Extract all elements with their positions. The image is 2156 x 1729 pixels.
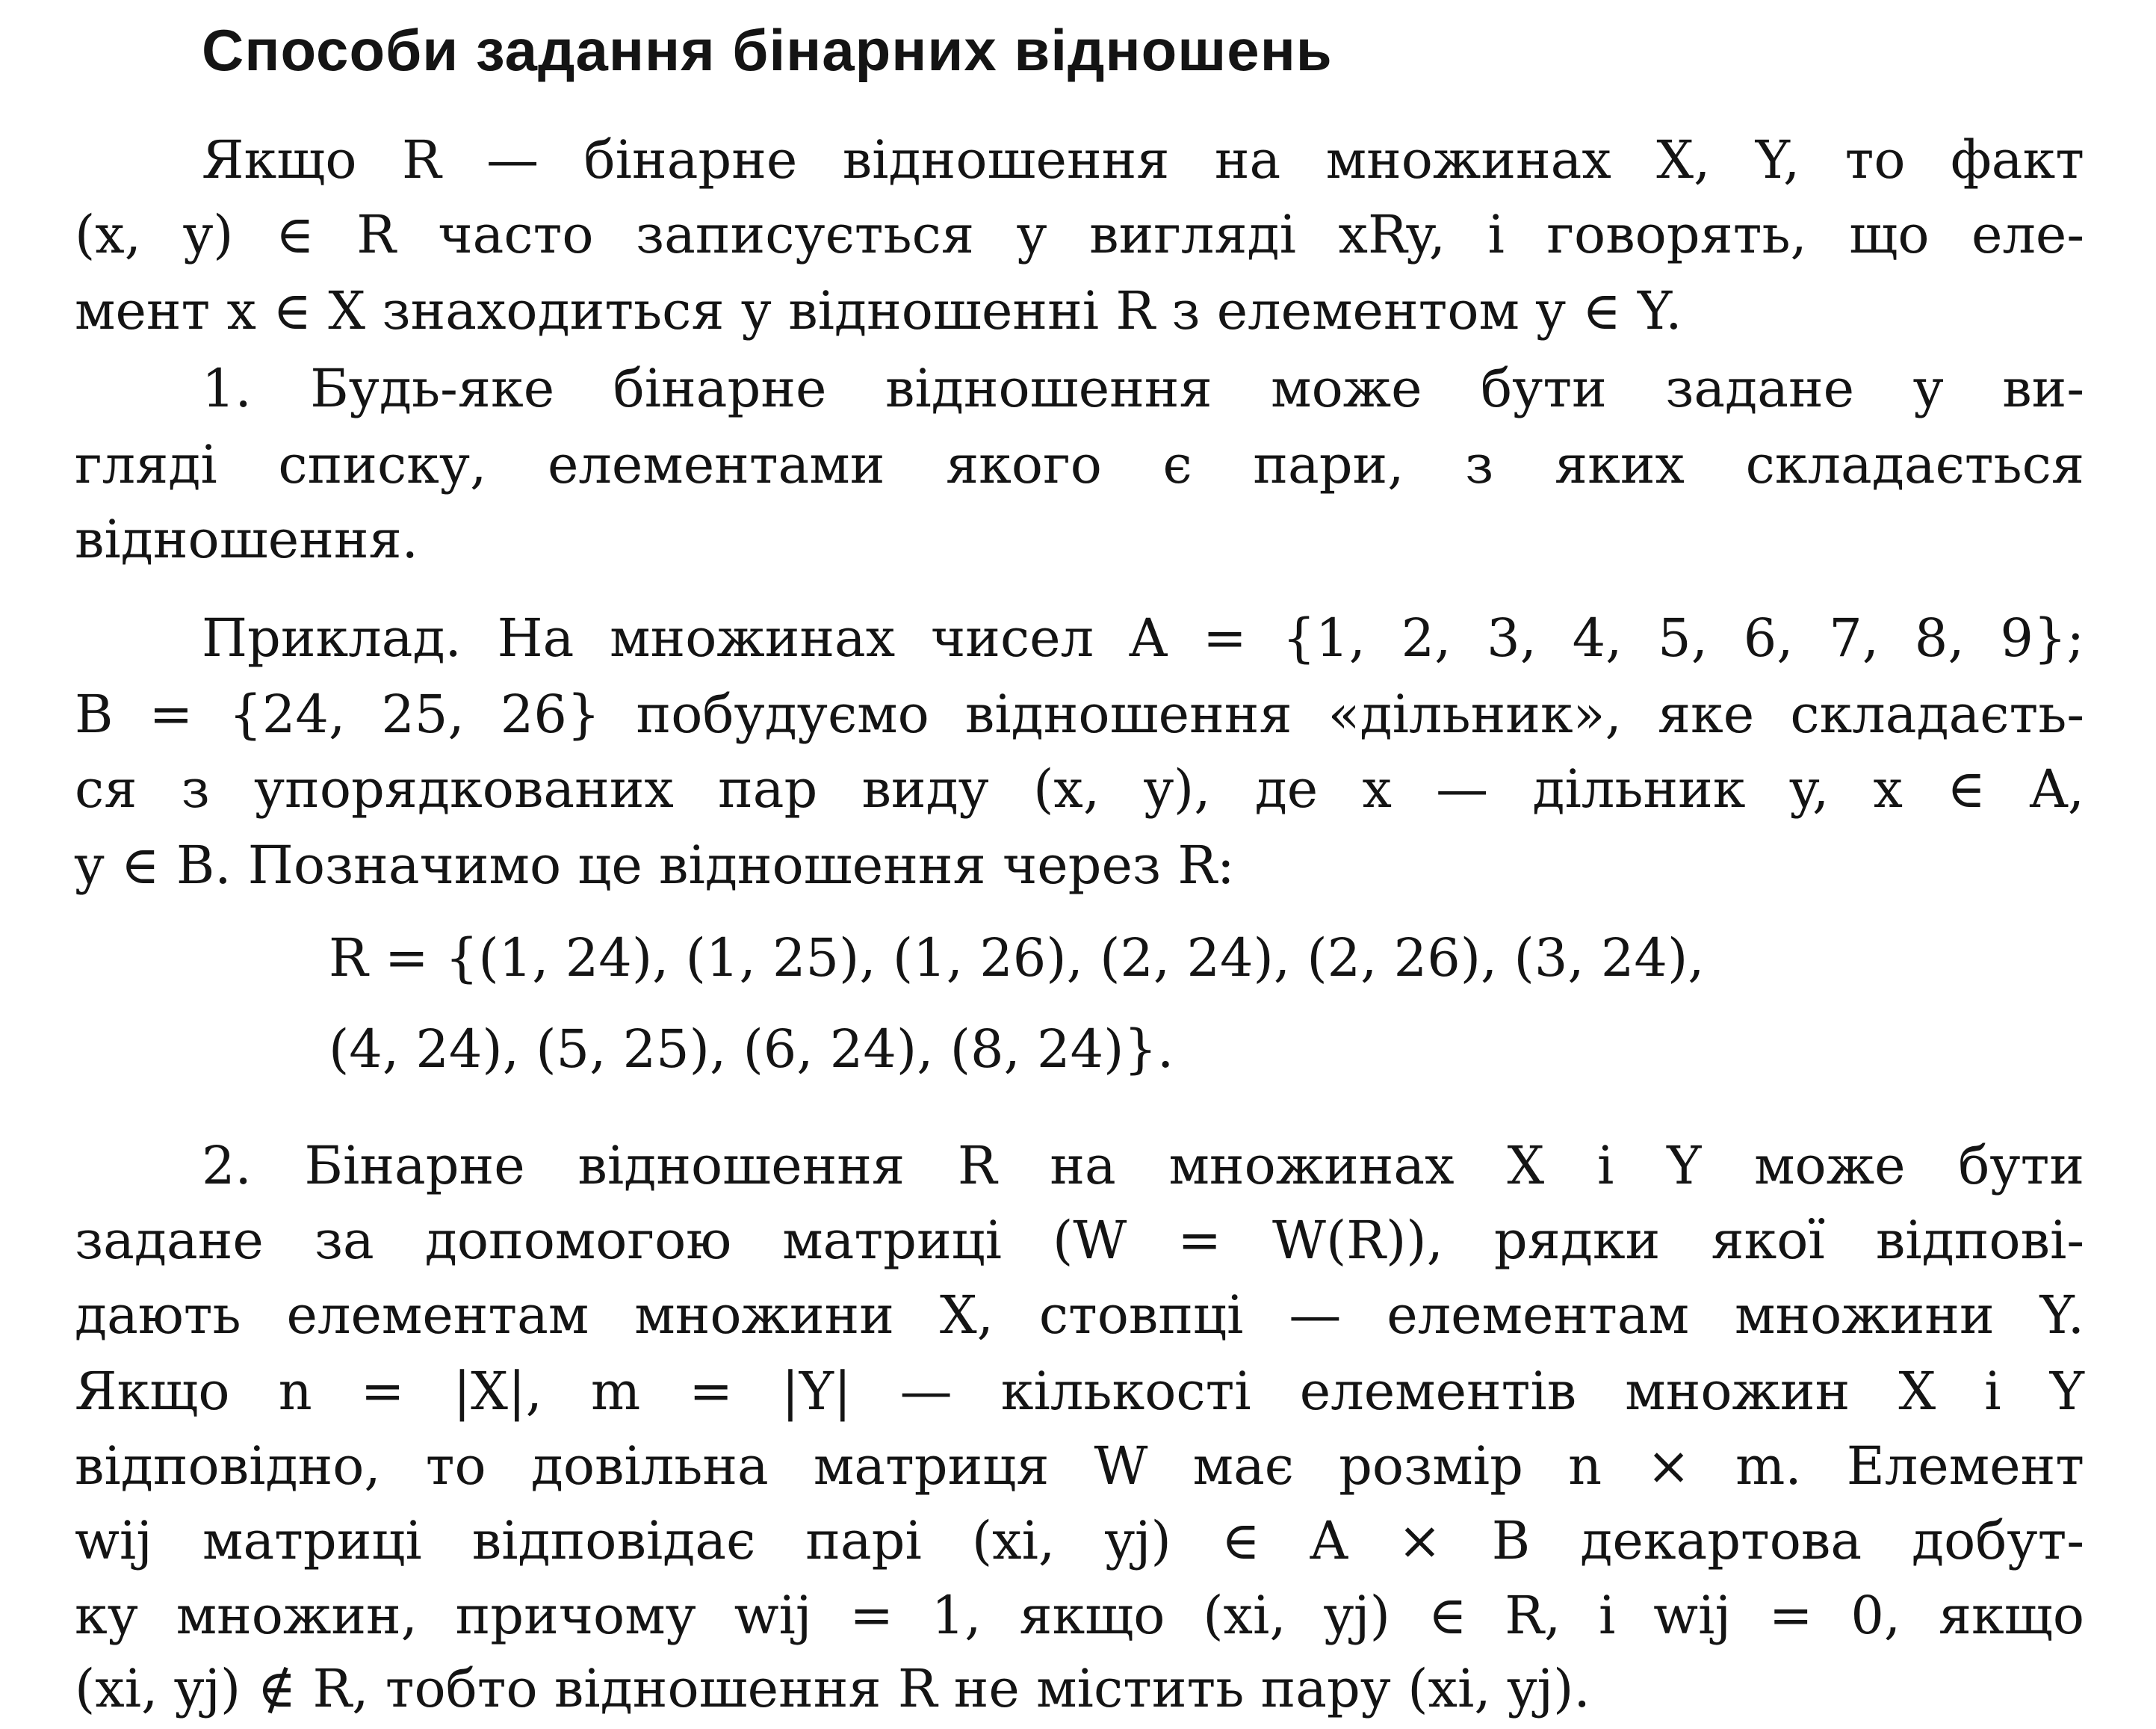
- text-line: wij матриці відповідає парі (xi, yj) ∈ A × B декартова добут-: [75, 1510, 2084, 1571]
- text-line: ку множин, причому wij = 1, якщо (xi, yj) ∈ R, і wij = 0, якщо: [75, 1585, 2084, 1646]
- formula-line: (4, 24), (5, 25), (6, 24), (8, 24)}.: [329, 1018, 1174, 1080]
- text-line: 1. Будь-яке бінарне відношення може бути задане у ви-: [202, 358, 2084, 419]
- text-line: (xi, yj) ∉ R, тобто відношення R не містить пару (xi, yj).: [75, 1658, 1590, 1719]
- text-line: гляді списку, елементами якого є пари, з яких складається: [75, 434, 2084, 495]
- text-line: відповідно, то довільна матриця W має розмір n × m. Елемент: [75, 1435, 2084, 1497]
- text-line: Якщо R — бінарне відношення на множинах X, Y, то факт: [202, 129, 2084, 191]
- text-line: B = {24, 25, 26} побудуємо відношення «дільник», яке складаєть-: [75, 684, 2084, 745]
- text-line: мент x ∈ X знаходиться у відношенні R з елементом y ∈ Y.: [75, 280, 1682, 341]
- section-heading: Способи задання бінарних відношень: [202, 17, 1333, 83]
- text-line: дають елементам множини X, стовпці — елементам множини Y.: [75, 1284, 2084, 1346]
- formula-line: R = {(1, 24), (1, 25), (1, 26), (2, 24), (2, 26), (3, 24),: [329, 927, 1705, 989]
- text-line: y ∈ B. Позначимо це відношення через R:: [75, 835, 1235, 896]
- text-line: задане за допомогою матриці (W = W(R)), рядки якої відпові-: [75, 1210, 2084, 1271]
- text-line: (x, y) ∈ R часто записується у вигляді xRy, і говорять, що еле-: [75, 204, 2084, 265]
- text-line: Якщо n = |X|, m = |Y| — кількості елементів множин X і Y: [75, 1361, 2084, 1422]
- text-line: відношення.: [75, 509, 418, 570]
- text-line: 2. Бінарне відношення R на множинах X і Y може бути: [202, 1135, 2084, 1196]
- text-line: Приклад. На множинах чисел A = {1, 2, 3, 4, 5, 6, 7, 8, 9};: [202, 607, 2084, 669]
- text-line: ся з упорядкованих пар виду (x, y), де x — дільник y, x ∈ A,: [75, 758, 2084, 820]
